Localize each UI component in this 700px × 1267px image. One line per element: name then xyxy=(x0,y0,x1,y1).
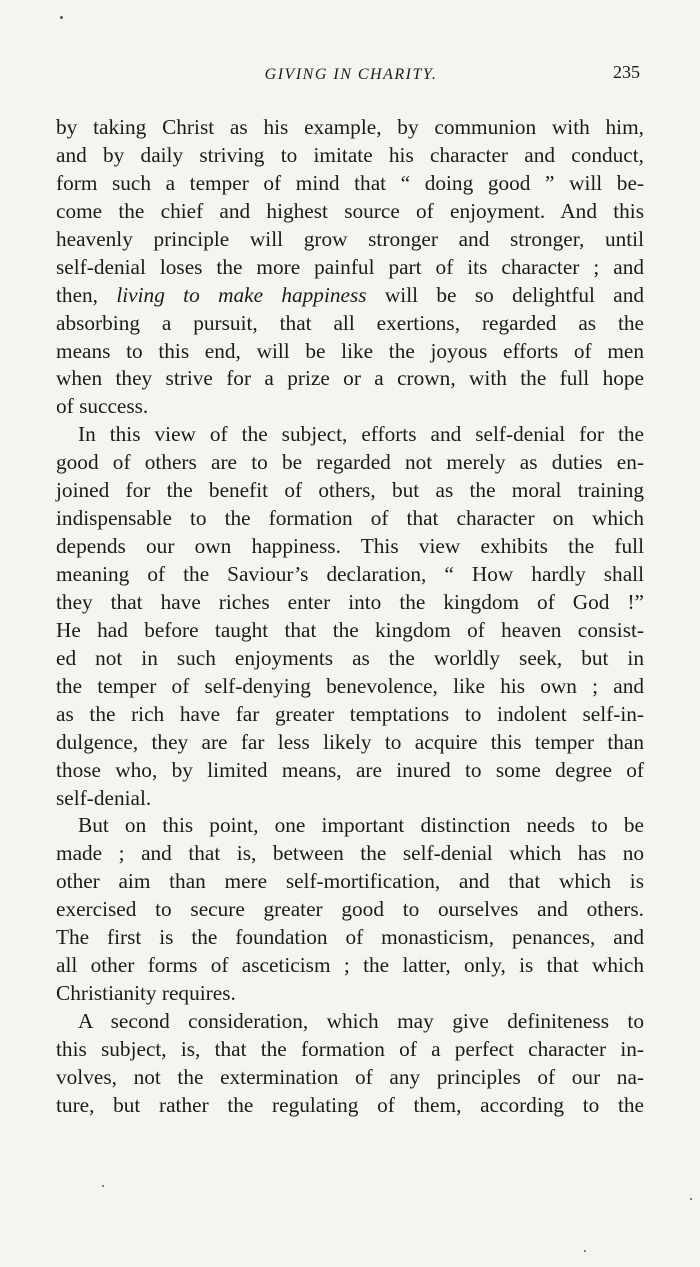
running-head: GIVING IN CHARITY. xyxy=(264,66,438,83)
text-line: depends our own happiness. This view exhibits the full xyxy=(56,534,644,559)
text-line: joined for the benefit of others, but as the moral training xyxy=(56,478,644,503)
text-line: this subject, is, that the formation of a perfect character in- xyxy=(56,1036,644,1061)
text-run: will be so delightful and xyxy=(366,282,644,307)
text-line: A second consideration, which may give definiteness to xyxy=(78,1009,644,1033)
paper-speck xyxy=(102,1185,104,1187)
paper-speck xyxy=(584,1250,586,1252)
page-header xyxy=(56,62,646,88)
text-line: heavenly principle will grow stronger and stronger, until xyxy=(56,226,644,251)
text-run: then, xyxy=(56,282,117,307)
text-line: when they strive for a prize or a crown, with the full hope xyxy=(56,366,644,391)
text-line: Christianity requires. xyxy=(56,981,236,1006)
text-line: and by daily striving to imitate his character and conduct, xyxy=(56,142,644,167)
text-line: ture, but rather the regulating of them, according to the xyxy=(56,1092,644,1117)
text-line: means to this end, will be like the joyous efforts of men xyxy=(56,338,644,363)
paper-speck xyxy=(690,1198,692,1200)
text-line: all other forms of asceticism ; the latter, only, is that which xyxy=(56,953,644,978)
text-line: He had before taught that the kingdom of heaven consist- xyxy=(56,617,644,642)
text-line xyxy=(56,282,644,310)
text-line: good of others are to be regarded not merely as duties en- xyxy=(56,450,644,475)
text-line: self-denial loses the more painful part of its character ; and xyxy=(56,254,644,279)
text-line: absorbing a pursuit, that all exertions, regarded as the xyxy=(56,310,644,335)
text-line: The first is the foundation of monasticism, penances, and xyxy=(56,925,644,950)
page-number: 235 xyxy=(613,62,640,82)
text-line: other aim than mere self-mortification, and that which is xyxy=(56,869,644,894)
text-line: form such a temper of mind that “ doing good ” will be- xyxy=(56,170,644,195)
text-line: self-denial. xyxy=(56,785,152,810)
text-line: volves, not the extermination of any principles of our na- xyxy=(56,1064,644,1089)
text-line: In this view of the subject, efforts and self-denial for the xyxy=(78,422,644,447)
text-line: they that have riches enter into the kingdom of God !” xyxy=(56,589,644,614)
text-line: as the rich have far greater temptations to indolent self-in- xyxy=(56,701,644,726)
body-text xyxy=(56,114,644,1120)
text-line: made ; and that is, between the self-denial which has no xyxy=(56,841,644,866)
text-line: the temper of self-denying benevolence, like his own ; and xyxy=(56,673,644,698)
text-line: indispensable to the formation of that character on which xyxy=(56,506,644,531)
text-line: dulgence, they are far less likely to acquire this temper than xyxy=(56,729,644,754)
text-line: exercised to secure greater good to ourselves and others. xyxy=(56,897,644,922)
text-line: of success. xyxy=(56,394,149,419)
text-line: come the chief and highest source of enjoyment. And this xyxy=(56,198,644,223)
text-line: meaning of the Saviour’s declaration, “ How hardly shall xyxy=(56,562,644,586)
text-line: But on this point, one important distinction needs to be xyxy=(78,813,644,838)
paper-speck xyxy=(60,16,63,19)
text-line: ed not in such enjoyments as the worldly seek, but in xyxy=(56,645,644,670)
text-line: by taking Christ as his example, by communion with him, xyxy=(56,115,644,139)
text-line: those who, by limited means, are inured to some degree of xyxy=(56,757,644,782)
italic-phrase: living to make happiness xyxy=(116,282,367,307)
